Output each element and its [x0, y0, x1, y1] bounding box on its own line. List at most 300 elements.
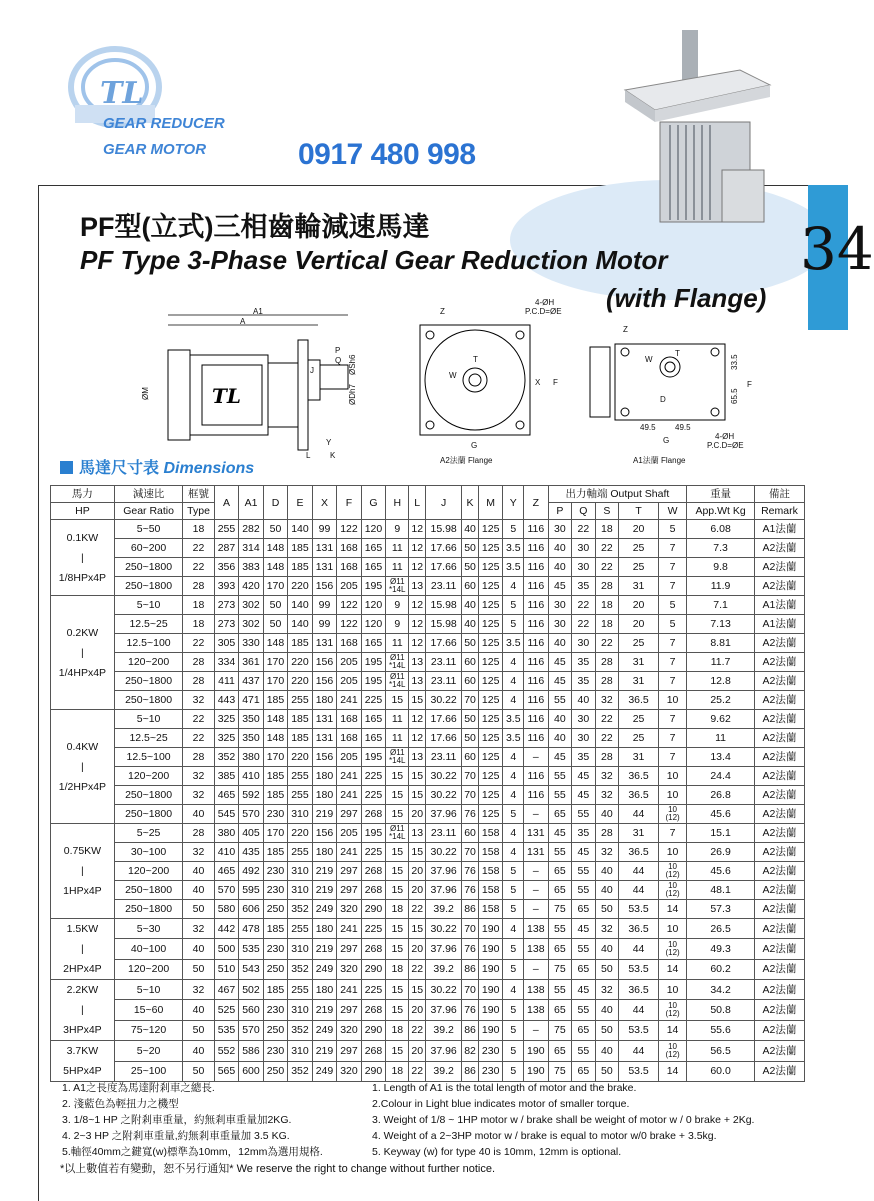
label-dh7: ØDh7 — [348, 384, 357, 405]
table-cell: 116 — [524, 653, 549, 672]
table-cell: 15 — [386, 691, 409, 710]
table-cell: 310 — [288, 1000, 313, 1020]
table-cell: 60 — [462, 653, 479, 672]
table-cell: 5 — [658, 596, 686, 615]
note-en: 3. Weight of 1/8 ~ 1HP motor w / brake shall be weight of motor w / 0 brake + 2Kg. — [372, 1114, 755, 1126]
stacked-value: *14L — [389, 585, 406, 594]
th-w: W — [658, 503, 686, 520]
table-cell: 75 — [548, 1061, 572, 1082]
table-cell: 23.11 — [426, 748, 462, 767]
table-cell: 22 — [595, 710, 619, 729]
table-cell: 4 — [503, 672, 524, 691]
table-cell: 4 — [503, 748, 524, 767]
table-cell: 40~100 — [114, 939, 182, 959]
table-cell: 50 — [263, 520, 288, 539]
table-cell: 31 — [619, 748, 659, 767]
stacked-value: Ø11 — [390, 748, 405, 757]
table-cell: 30.22 — [426, 843, 462, 862]
table-cell: 158 — [478, 824, 503, 843]
table-cell: 120~200 — [114, 862, 182, 881]
dimensions-title-cn: 馬達尺寸表 — [79, 460, 160, 477]
hp-cell — [51, 710, 115, 824]
table-cell: 35 — [572, 824, 596, 843]
table-cell: 595 — [239, 881, 264, 900]
table-cell: 125 — [478, 653, 503, 672]
table-cell: 465 — [214, 786, 239, 805]
table-cell: 40 — [595, 881, 619, 900]
table-cell: 205 — [337, 672, 362, 691]
table-cell: 325 — [214, 729, 239, 748]
table-cell: 55 — [548, 767, 572, 786]
table-cell: 13.4 — [687, 748, 755, 767]
hp-line: 2.2KW — [66, 984, 99, 996]
stacked-value: (12) — [665, 1008, 680, 1018]
table-cell: A2法蘭 — [754, 577, 804, 596]
table-cell: 55 — [572, 862, 596, 881]
table-cell: 148 — [263, 539, 288, 558]
table-row — [51, 767, 805, 786]
table-cell: 352 — [288, 1020, 313, 1040]
th-l: L — [409, 486, 426, 520]
table-cell: 60~200 — [114, 539, 182, 558]
table-cell: 40 — [548, 634, 572, 653]
hp-line: 1/4HPx4P — [58, 666, 107, 679]
table-cell: 185 — [263, 691, 288, 710]
table-cell: A2法蘭 — [754, 634, 804, 653]
table-cell: 12 — [409, 539, 426, 558]
table-cell: 393 — [214, 577, 239, 596]
title-english-line1: PF Type 3-Phase Vertical Gear Reduction Motor — [80, 245, 668, 275]
table-cell: 32 — [595, 980, 619, 1000]
table-cell: – — [524, 862, 549, 881]
table-cell: 65 — [548, 1041, 572, 1062]
table-cell: 37.96 — [426, 805, 462, 824]
table-cell: 241 — [337, 786, 362, 805]
th-k: K — [462, 486, 479, 520]
table-cell: 50 — [462, 729, 479, 748]
table-cell: 23.11 — [426, 653, 462, 672]
th-h: H — [386, 486, 409, 520]
table-cell: 3.5 — [503, 634, 524, 653]
table-cell: 15~60 — [114, 1000, 182, 1020]
table-cell: 5~10 — [114, 980, 182, 1000]
stacked-value: 10 — [668, 862, 678, 871]
table-cell: 3.5 — [503, 729, 524, 748]
table-cell: 14 — [658, 959, 686, 979]
table-cell — [658, 939, 686, 959]
table-cell: 185 — [263, 843, 288, 862]
th-weight-en: App.Wt Kg — [687, 503, 755, 520]
table-cell: 11.7 — [687, 653, 755, 672]
table-cell: 60.0 — [687, 1061, 755, 1082]
table-cell: 250~1800 — [114, 881, 182, 900]
table-cell: 45 — [572, 919, 596, 939]
table-cell: 12 — [409, 634, 426, 653]
table-cell: 99 — [312, 596, 337, 615]
table-cell: 50 — [183, 1020, 214, 1040]
table-cell: 7 — [658, 653, 686, 672]
note-cn: 2. 淺藍色為輕扭力之機型 — [62, 1098, 179, 1110]
table-cell: 325 — [214, 710, 239, 729]
table-cell: 75 — [548, 959, 572, 979]
table-cell: 22 — [572, 596, 596, 615]
hp-line: 2HPx4P — [63, 963, 102, 975]
th-a: A — [214, 486, 239, 520]
table-cell: A2法蘭 — [754, 843, 804, 862]
table-cell: 37.96 — [426, 1041, 462, 1062]
table-cell: 502 — [239, 980, 264, 1000]
table-cell: 241 — [337, 843, 362, 862]
table-cell: 60 — [462, 672, 479, 691]
table-cell: 352 — [214, 748, 239, 767]
table-cell: 35 — [572, 672, 596, 691]
table-cell: 40 — [183, 939, 214, 959]
table-cell: 22 — [595, 558, 619, 577]
table-cell: 17.66 — [426, 710, 462, 729]
table-cell: 53.5 — [619, 900, 659, 919]
table-cell: 32 — [595, 919, 619, 939]
table-cell: 4 — [503, 824, 524, 843]
table-cell: 17.66 — [426, 729, 462, 748]
table-cell: 45 — [548, 824, 572, 843]
table-cell: 405 — [239, 824, 264, 843]
table-cell: 140 — [288, 596, 313, 615]
table-cell: 50 — [595, 900, 619, 919]
table-cell: 30.22 — [426, 786, 462, 805]
table-cell: 297 — [337, 862, 362, 881]
table-cell: 185 — [263, 767, 288, 786]
table-cell: 356 — [214, 558, 239, 577]
table-cell: 205 — [337, 653, 362, 672]
table-cell: 560 — [239, 1000, 264, 1020]
label-f: F — [553, 378, 558, 387]
table-cell: 7 — [658, 634, 686, 653]
hp-cell — [51, 919, 115, 980]
table-cell: A2法蘭 — [754, 862, 804, 881]
table-cell: 120~200 — [114, 653, 182, 672]
table-cell: 30 — [548, 520, 572, 539]
label-w2: W — [645, 355, 653, 364]
table-cell: 31 — [619, 577, 659, 596]
label-a1: A1 — [253, 307, 263, 316]
label-pcd: P.C.D=ØE — [525, 307, 562, 316]
table-cell: 138 — [524, 980, 549, 1000]
hp-cell — [51, 824, 115, 919]
table-cell: 543 — [239, 959, 264, 979]
table-cell: 26.5 — [687, 919, 755, 939]
hp-line: 0.2KW — [66, 626, 99, 639]
table-cell: 185 — [288, 634, 313, 653]
table-cell — [658, 862, 686, 881]
table-cell: A1法蘭 — [754, 596, 804, 615]
table-cell: 302 — [239, 615, 264, 634]
table-cell: 25 — [619, 634, 659, 653]
table-cell — [386, 653, 409, 672]
table-cell: 125 — [478, 615, 503, 634]
table-cell: 4 — [503, 767, 524, 786]
label-j: J — [310, 366, 314, 375]
table-row — [51, 939, 805, 959]
stacked-value: (12) — [665, 1049, 680, 1059]
table-row — [51, 729, 805, 748]
table-cell: 158 — [478, 881, 503, 900]
table-cell: 23.11 — [426, 672, 462, 691]
table-cell — [658, 1041, 686, 1062]
table-cell: 28 — [595, 653, 619, 672]
table-cell: 15 — [386, 843, 409, 862]
section-number: 34 — [800, 215, 874, 283]
table-cell: 170 — [263, 824, 288, 843]
footer-disclaimer: *以上數值若有變動，恕不另行通知* We reserve the right to change without further notice. — [60, 1163, 496, 1175]
table-cell: 500 — [214, 939, 239, 959]
table-cell: 45 — [548, 653, 572, 672]
table-cell: 55 — [548, 919, 572, 939]
table-cell: 148 — [263, 634, 288, 653]
table-cell: 268 — [361, 862, 386, 881]
table-cell: 138 — [524, 939, 549, 959]
table-cell: 268 — [361, 1041, 386, 1062]
table-cell: 122 — [337, 615, 362, 634]
th-type: 框號 — [183, 486, 214, 503]
table-cell: 525 — [214, 1000, 239, 1020]
table-cell: 76 — [462, 939, 479, 959]
table-cell: 55 — [548, 786, 572, 805]
table-cell: 12 — [409, 596, 426, 615]
table-cell: 12 — [409, 729, 426, 748]
table-cell: A2法蘭 — [754, 748, 804, 767]
note-en: 1. Length of A1 is the total length of motor and the brake. — [372, 1082, 637, 1094]
table-cell: 297 — [337, 1041, 362, 1062]
brand-line1: GEAR REDUCER — [103, 115, 225, 132]
table-cell: – — [524, 900, 549, 919]
stacked-value: Ø11 — [390, 577, 405, 586]
th-ratio: 減速比 — [114, 486, 182, 503]
table-cell: 180 — [312, 691, 337, 710]
table-cell: 125 — [478, 710, 503, 729]
table-cell: 30.22 — [426, 767, 462, 786]
table-cell: 125 — [478, 672, 503, 691]
table-cell: 5 — [503, 862, 524, 881]
table-cell: 13 — [409, 824, 426, 843]
hp-line: 1HPx4P — [63, 885, 102, 897]
table-cell: 158 — [478, 862, 503, 881]
table-cell: 156 — [312, 653, 337, 672]
table-cell: 125 — [478, 577, 503, 596]
table-cell: 28 — [595, 748, 619, 767]
table-cell: 37.96 — [426, 939, 462, 959]
table-cell: 116 — [524, 634, 549, 653]
table-cell: 9.62 — [687, 710, 755, 729]
table-cell: 44 — [619, 862, 659, 881]
table-cell: 116 — [524, 577, 549, 596]
table-cell: 15 — [386, 980, 409, 1000]
table-cell: 40 — [183, 1041, 214, 1062]
table-cell: 3.5 — [503, 539, 524, 558]
table-cell: 7.13 — [687, 615, 755, 634]
th-ratio-en: Gear Ratio — [114, 503, 182, 520]
table-cell: 40 — [462, 520, 479, 539]
table-cell: 230 — [478, 1041, 503, 1062]
table-cell: 50 — [183, 900, 214, 919]
table-cell: 28 — [183, 653, 214, 672]
table-cell: 8.81 — [687, 634, 755, 653]
table-cell: 44 — [619, 1041, 659, 1062]
table-cell: 37.96 — [426, 1000, 462, 1020]
note-en: 4. Weight of a 2~3HP motor w / brake is equal to motor w/0 brake + 3.5kg. — [372, 1130, 717, 1142]
table-cell: 50 — [595, 1061, 619, 1082]
notes-english — [372, 1080, 754, 1160]
label-w: W — [449, 371, 457, 380]
label-m: ØM — [141, 387, 150, 400]
table-cell: 230 — [263, 881, 288, 900]
table-row — [51, 691, 805, 710]
table-cell: A2法蘭 — [754, 919, 804, 939]
table-cell: 442 — [214, 919, 239, 939]
table-cell: 156 — [312, 577, 337, 596]
table-cell: 570 — [214, 881, 239, 900]
table-cell: 65 — [572, 1061, 596, 1082]
table-cell: 230 — [263, 1000, 288, 1020]
table-cell: 40 — [595, 939, 619, 959]
th-z: Z — [524, 486, 549, 520]
table-cell: 297 — [337, 805, 362, 824]
table-cell: 255 — [288, 843, 313, 862]
table-cell: 44 — [619, 939, 659, 959]
table-cell: 5 — [503, 615, 524, 634]
hp-line: | — [81, 943, 84, 955]
table-cell: 125 — [478, 558, 503, 577]
table-cell: 32 — [183, 691, 214, 710]
table-cell: 116 — [524, 520, 549, 539]
table-cell: 250~1800 — [114, 786, 182, 805]
table-cell: 22 — [572, 520, 596, 539]
table-cell: 20 — [409, 939, 426, 959]
table-cell: 250~1800 — [114, 577, 182, 596]
table-cell: 12 — [409, 520, 426, 539]
table-cell: 40 — [548, 729, 572, 748]
table-cell: 22 — [409, 1061, 426, 1082]
table-cell: 22 — [409, 959, 426, 979]
table-row — [51, 919, 805, 939]
table-cell: 7.1 — [687, 596, 755, 615]
table-cell: 122 — [337, 520, 362, 539]
table-cell: 290 — [361, 959, 386, 979]
table-cell: 552 — [214, 1041, 239, 1062]
table-cell: 510 — [214, 959, 239, 979]
table-cell: 9 — [386, 596, 409, 615]
table-cell: 14 — [658, 1061, 686, 1082]
table-cell: 220 — [288, 748, 313, 767]
table-cell: 125 — [478, 786, 503, 805]
table-cell: 10 — [658, 843, 686, 862]
table-cell: 435 — [239, 843, 264, 862]
table-cell: 15 — [386, 767, 409, 786]
th-f: F — [337, 486, 362, 520]
table-cell: 11 — [687, 729, 755, 748]
table-cell: 268 — [361, 939, 386, 959]
table-cell: 15 — [409, 786, 426, 805]
table-cell: 195 — [361, 824, 386, 843]
table-cell: 205 — [337, 577, 362, 596]
title-english-line2: (with Flange) — [606, 283, 767, 313]
table-row — [51, 748, 805, 767]
table-cell: 40 — [183, 862, 214, 881]
table-cell: 25 — [619, 539, 659, 558]
front-view-diagram — [405, 300, 565, 470]
table-cell: 20 — [619, 615, 659, 634]
table-cell: 11 — [386, 729, 409, 748]
table-cell: 190 — [478, 959, 503, 979]
table-cell: 10 — [658, 691, 686, 710]
table-cell: 361 — [239, 653, 264, 672]
table-cell: 55 — [572, 805, 596, 824]
table-cell: 310 — [288, 805, 313, 824]
table-cell: 297 — [337, 881, 362, 900]
table-cell: 50 — [263, 596, 288, 615]
table-cell: 31 — [619, 653, 659, 672]
table-cell: 30.22 — [426, 919, 462, 939]
table-cell: 410 — [214, 843, 239, 862]
th-j: J — [426, 486, 462, 520]
table-cell: 4 — [503, 919, 524, 939]
table-cell: 148 — [263, 558, 288, 577]
table-cell: 31 — [619, 672, 659, 691]
table-cell: 125 — [478, 520, 503, 539]
table-cell: 185 — [263, 786, 288, 805]
label-65-5: 65.5 — [730, 388, 739, 404]
table-cell — [658, 805, 686, 824]
table-cell: 168 — [337, 710, 362, 729]
table-cell: 131 — [312, 729, 337, 748]
table-cell: 131 — [312, 710, 337, 729]
table-cell: 32 — [595, 843, 619, 862]
table-cell: 168 — [337, 634, 362, 653]
table-cell: 478 — [239, 919, 264, 939]
table-row — [51, 672, 805, 691]
table-cell: 40 — [183, 805, 214, 824]
table-cell: 165 — [361, 558, 386, 577]
table-row — [51, 1041, 805, 1062]
table-cell: 10 — [658, 919, 686, 939]
table-cell: 437 — [239, 672, 264, 691]
table-cell: 310 — [288, 862, 313, 881]
stacked-value: 10 — [668, 939, 678, 949]
table-cell: 185 — [288, 558, 313, 577]
table-row — [51, 1061, 805, 1082]
table-cell: 334 — [214, 653, 239, 672]
table-cell: 9 — [386, 520, 409, 539]
table-cell: 18 — [386, 959, 409, 979]
table-cell: 180 — [312, 843, 337, 862]
table-cell: 131 — [524, 824, 549, 843]
table-cell: 32 — [183, 843, 214, 862]
hp-line: 1/8HPx4P — [58, 571, 107, 584]
table-row — [51, 1000, 805, 1020]
label-z2: Z — [623, 325, 628, 334]
table-cell: 219 — [312, 1000, 337, 1020]
table-cell: 410 — [239, 767, 264, 786]
table-cell: 156 — [312, 672, 337, 691]
table-cell: 86 — [462, 959, 479, 979]
table-cell: 165 — [361, 729, 386, 748]
table-cell: A2法蘭 — [754, 672, 804, 691]
table-cell: 165 — [361, 634, 386, 653]
table-cell: 14 — [658, 1020, 686, 1040]
table-cell: 297 — [337, 939, 362, 959]
dimensions-table — [50, 485, 805, 1082]
table-cell: 385 — [214, 767, 239, 786]
table-cell: – — [524, 805, 549, 824]
